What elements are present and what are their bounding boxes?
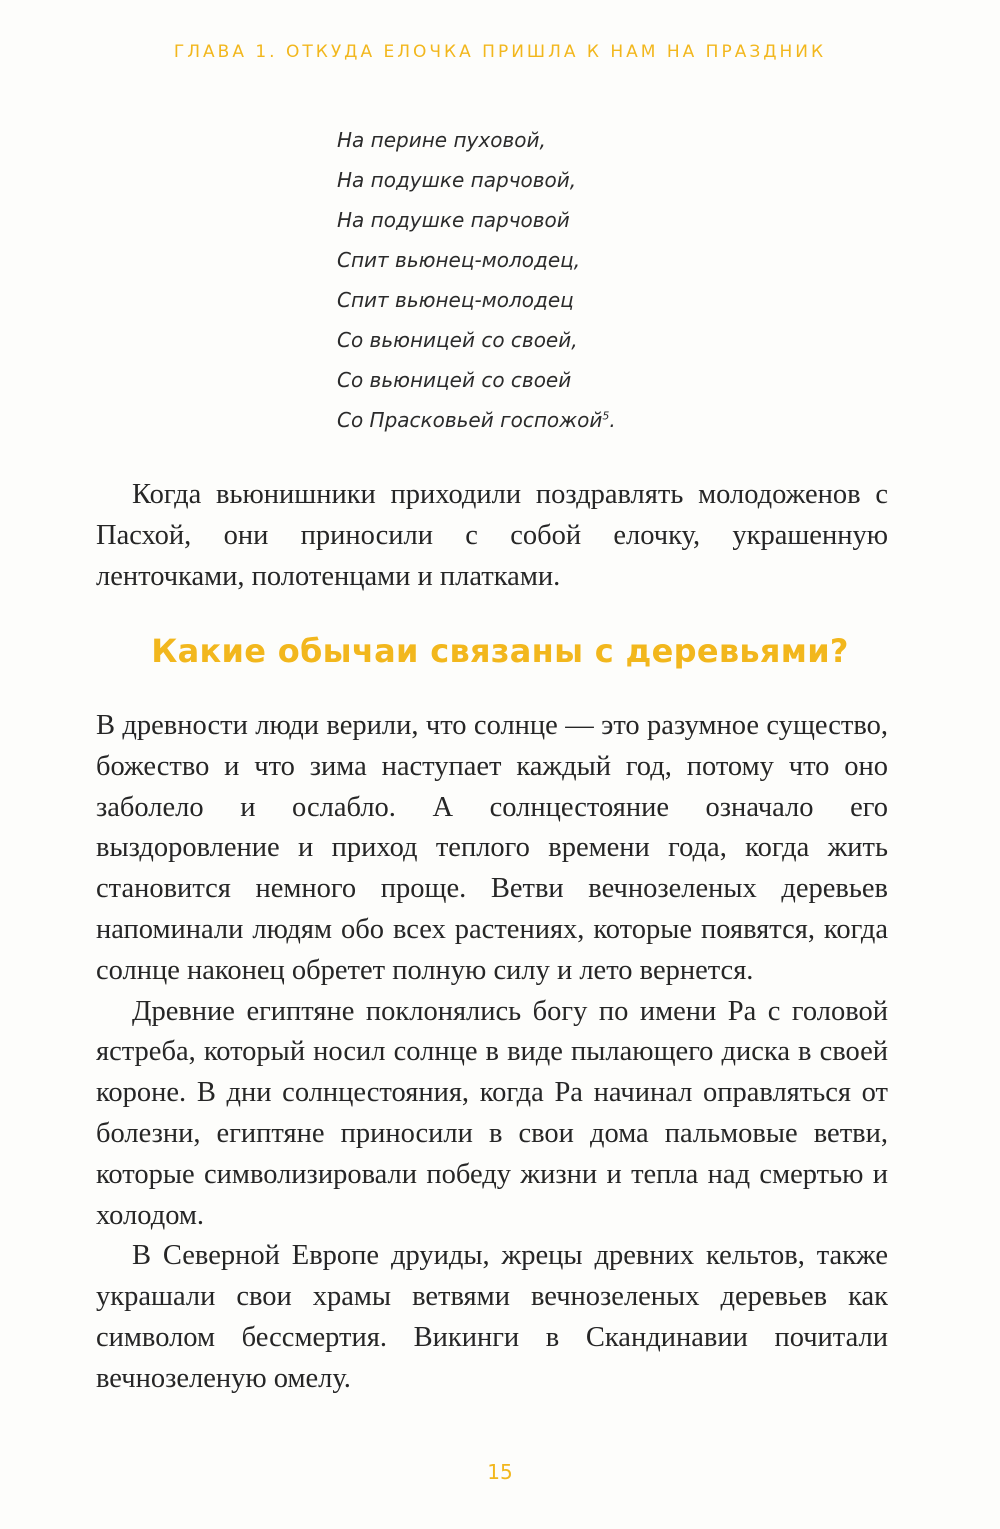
section-paragraph-2: Древние египтяне поклонялись богу по имени Ра с головой ястреба, который носил солнце в виде пылающего диска в своей короне. В дни солнцестояния, когда Ра начинал оправляться от болезни, египтяне приносили в свои дома пальмовые ветви, которые символизировали победу жизни и тепла над смертью и холодом. [96, 995, 888, 1231]
page-number: 15 [487, 1460, 513, 1484]
section-paragraph-3: В Северной Европе друиды, жрецы древних кельтов, также украшали свои храмы ветвями вечнозеленых деревьев как символом бессмертия. Викинги в Скандинавии почитали вечнозеленую омелу. [96, 1240, 888, 1394]
poem-line: На подушке парчовой, [337, 168, 577, 192]
intro-text [96, 475, 888, 597]
poem-final-punctuation: . [609, 408, 616, 432]
poem-line: На подушке парчовой [337, 208, 570, 232]
poem-line: Спит вьюнец-молодец [337, 288, 574, 312]
poem [337, 120, 737, 440]
poem-line-text: Со Прасковьей госпожой [337, 408, 603, 432]
section-paragraph-1: В древности люди верили, что солнце — это разумное существо, божество и что зима наступает каждый год, потому что оно заболело и ослабло. А солнцестояние означало его выздоровление и приход теплого времени года, когда жить становится немного проще. Ветви вечнозеленых деревьев напоминали людям обо всех растениях, которые появятся, когда солнце наконец обретет полную силу и лето вернется. [96, 710, 888, 986]
poem-line-last [337, 400, 737, 440]
footnote-reference[interactable]: 5 [602, 409, 610, 423]
running-head: ГЛАВА 1. ОТКУДА ЕЛОЧКА ПРИШЛА К НАМ НА ПРАЗДНИК [173, 42, 827, 62]
poem-line: Спит вьюнец-молодец, [337, 248, 581, 272]
poem-line: На перине пуховой, [337, 128, 546, 152]
intro-paragraph: Когда вьюнишники приходили поздравлять молодоженов с Пасхой, они приносили с собой елочку, украшенную ленточками, полотенцами и платками. [96, 479, 888, 592]
poem-line: Со вьюницей со своей [337, 368, 572, 392]
poem-line: Со вьюницей со своей, [337, 328, 578, 352]
section-body [96, 706, 888, 1400]
section-heading: Какие обычаи связаны с деревьями? [151, 632, 849, 670]
